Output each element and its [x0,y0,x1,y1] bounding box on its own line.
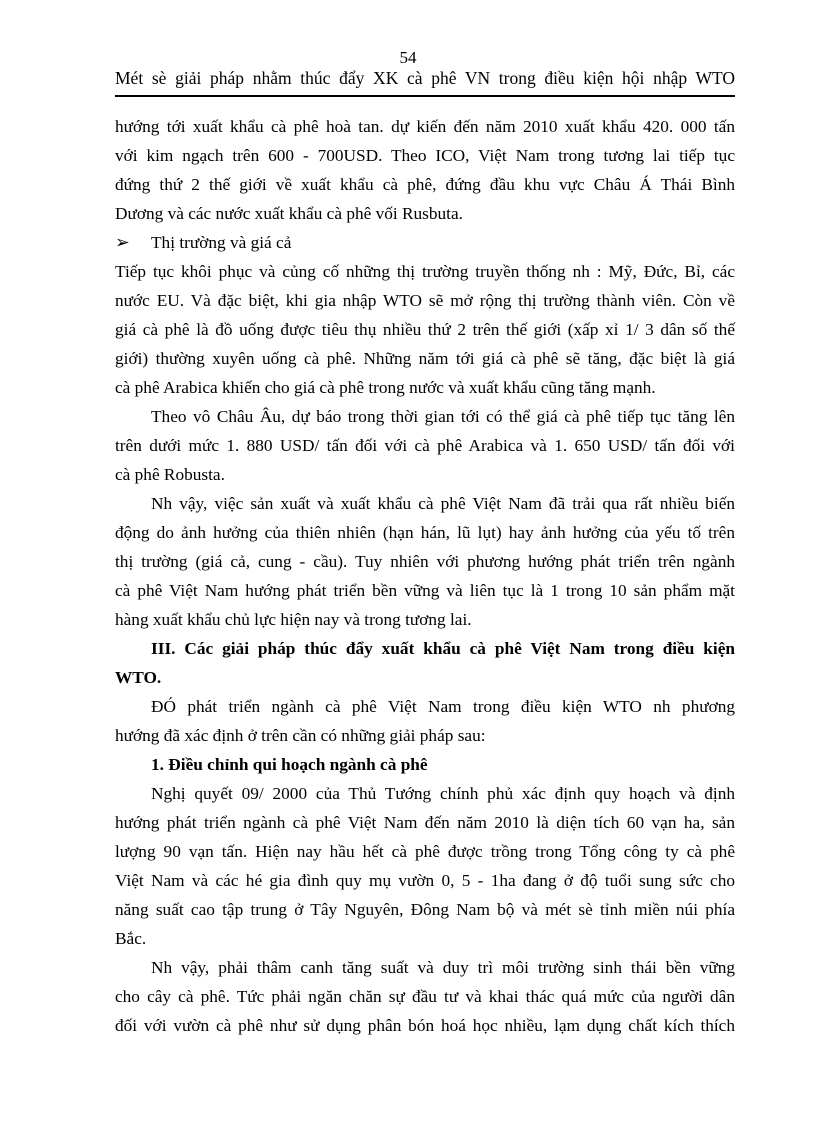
text-line: giới) thường xuyên uống cà phê. Những năm tới giá cà phê sẽ tăng, đặc biệt là giá [115,349,735,368]
text-line: đối với vườn cà phê như sử dụng phân bón hoá học nhiều, lạm dụng chất kích thích [115,1016,735,1035]
text-line: giá cà phê là đồ uống được tiêu thụ nhiều thứ 2 trên thế giới (xấp xỉ 1/ 3 dân số thế [115,320,735,339]
text-line: Tiếp tục khôi phục và củng cố những thị trường truyền thống nh : Mỹ, Đức, Bỉ, các [115,262,735,281]
text-line: Bắc. [115,929,147,948]
text-line: cho cây cà phê. Tức phải ngăn chăn sự đầu tư và khai thác quá mức của người dân [115,987,735,1006]
text-line: trên dưới mức 1. 880 USD/ tấn đối với cà phê Arabica và 1. 650 USD/ tấn đối với [115,436,735,455]
text-line: cà phê Arabica khiến cho giá cà phê trong nước và xuất khẩu cũng tăng mạnh. [115,378,656,397]
text-line: năng suất cao tập trung ở Tây Nguyên, Đông Nam bộ và mét sè tỉnh miền núi phía [115,900,735,919]
text-line: hướng phát triển ngành cà phê Việt Nam đến năm 2010 là diện tích 60 vạn ha, sản [115,813,735,832]
text-line: Việt Nam và các hé gia đình quy mụ vườn 0, 5 - 1ha đang ở độ tuổi sung sức cho [115,871,735,890]
text-line: nước EU. Và đặc biệt, khi gia nhập WTO sẽ mở rộng thị trường thành viên. Còn về [115,291,735,310]
text-line: Nh vậy, việc sản xuất và xuất khẩu cà phê Việt Nam đã trải qua rất nhiều biến [151,494,735,513]
text-line: Nh vậy, phải thâm canh tăng suất và duy trì môi trường sinh thái bền vững [151,958,735,977]
text-line: ĐÓ phát triển ngành cà phê Việt Nam trong điều kiện WTO nh phương [151,697,735,716]
text-line: hướng đã xác định ở trên cần có những giải pháp sau: [115,726,486,745]
text-line: Nghị quyết 09/ 2000 của Thủ Tướng chính phủ xác định quy hoạch và định [151,784,735,803]
header-rule [115,95,735,97]
text-line: cà phê Robusta. [115,465,225,484]
text-line: thị trường (giá cả, cung - cầu). Tuy nhiên với phương hướng phát triển trên ngành [115,552,735,571]
text-line: Theo vô Châu Âu, dự báo trong thời gian tới có thể giá cà phê tiếp tục tăng lên [151,407,735,426]
section-heading-line: III. Các giải pháp thúc đẩy xuất khẩu cà phê Việt Nam trong điều kiện [151,639,735,658]
running-header-title: Mét sè giải pháp nhằm thúc đẩy XK cà phê VN trong điều kiện hội nhập WTO [115,68,735,88]
text-line: hướng tới xuất khẩu cà phê hoà tan. dự kiến đến năm 2010 xuất khẩu 420. 000 tấn [115,117,735,136]
text-line: với kim ngạch trên 600 - 700USD. Theo ICO, Việt Nam trong tương lai tiếp tục [115,146,735,165]
text-line: lượng 90 vạn tấn. Hiện nay hầu hết cà phê được trồng trong Tổng công ty cà phê [115,842,735,861]
text-line: hàng xuất khẩu chủ lực hiện nay và trong tương lai. [115,610,472,629]
arrow-bullet-icon: ➢ [115,233,130,252]
document-body [115,112,735,1040]
text-line: động do ảnh hưởng của thiên nhiên (hạn hán, lũ lụt) hay ảnh hưởng của yếu tố trên [115,523,735,542]
bullet-text: Thị trường và giá cả [151,233,292,252]
page-number: 54 [399,48,417,67]
text-line: cà phê Việt Nam hướng phát triển bền vững và liên tục là 1 trong 10 sản phẩm mặt [115,581,735,600]
section-heading-line: 1. Điều chỉnh qui hoạch ngành cà phê [151,755,428,774]
text-line: Dương và các nước xuất khẩu cà phê vối Rusbuta. [115,204,463,223]
text-line [115,228,735,257]
section-heading-line: WTO. [115,668,162,687]
text-line: đứng thứ 2 thế giới về xuất khẩu cà phê, đứng đầu khu vực Châu Á Thái Bình [115,175,735,194]
